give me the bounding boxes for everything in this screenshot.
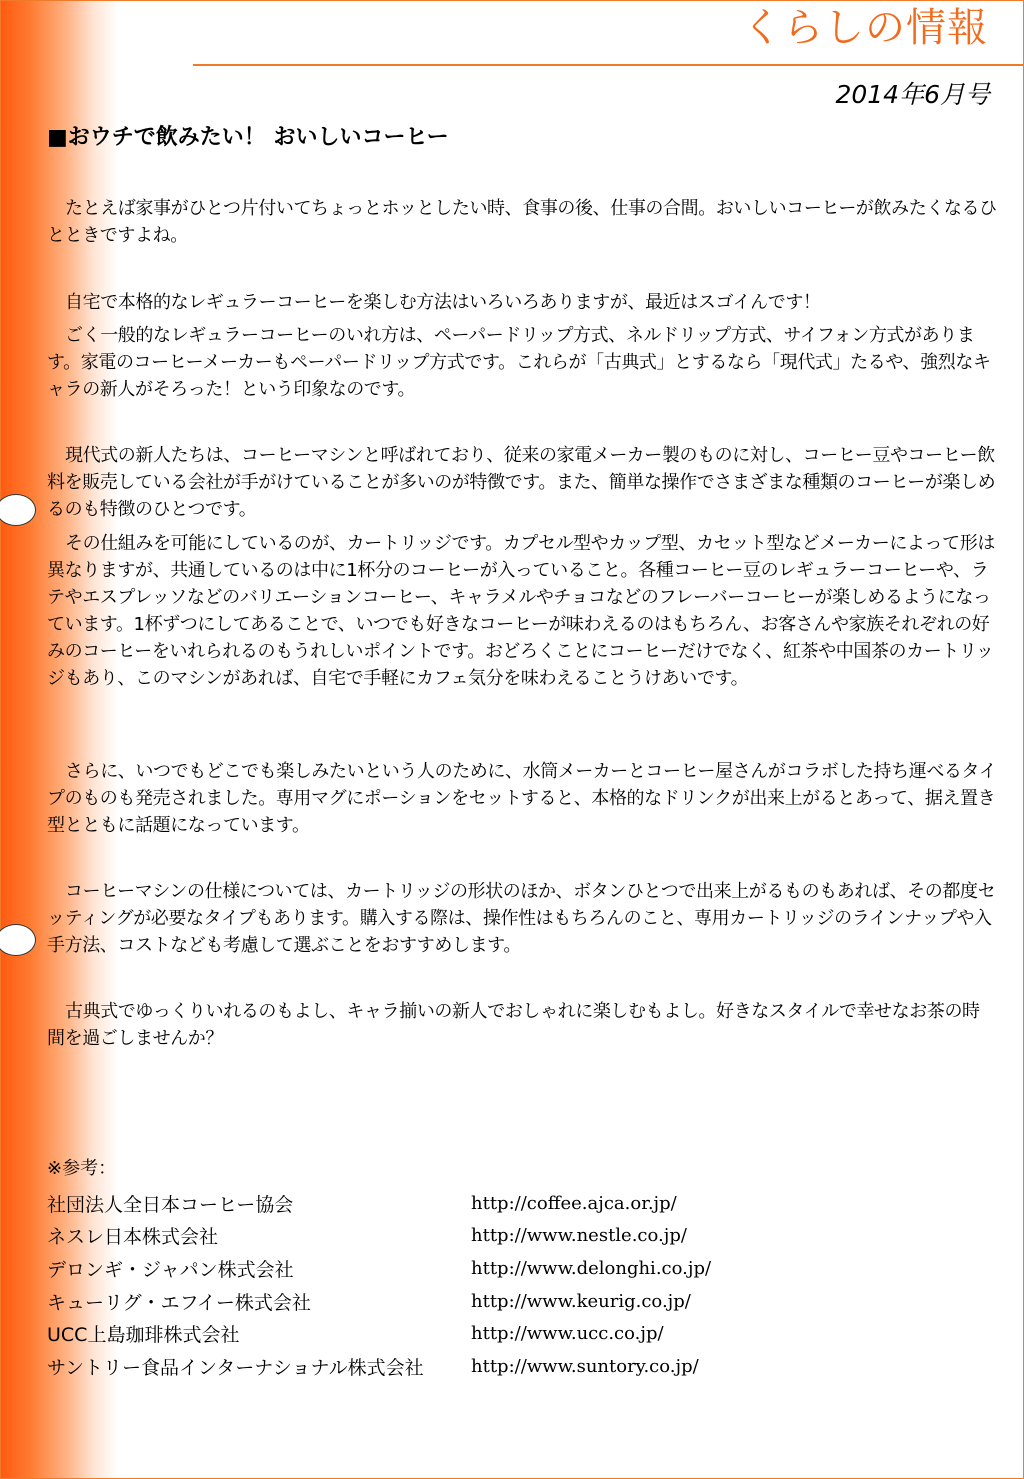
reference-organization: 社団法人全日本コーヒー協会	[47, 1193, 294, 1216]
article-paragraph: さらに、いつでもどこでも楽しみたいという人のために、水筒メーカーとコーヒー屋さんがコラボした持ち運べるタイプのものも発売されました。専用マグにポーションをセットすると、本格的なドリンクが出来上がるとあって、据え置き型とともに話題になっています。	[47, 761, 997, 836]
reference-row	[47, 1187, 947, 1220]
reference-row	[47, 1350, 947, 1383]
reference-url-link[interactable]: http://www.keurig.co.jp/	[471, 1290, 691, 1312]
references-list	[47, 1187, 947, 1383]
reference-row	[47, 1285, 947, 1318]
article-paragraph: 古典式でゆっくりいれるのもよし、キャラ揃いの新人でおしゃれに楽しむもよし。好きなスタイルで幸せなお茶の時間を過ごしませんか？	[47, 1001, 980, 1049]
issue-date: 2014年6月号	[835, 80, 990, 109]
article-paragraph: たとえば家事がひとつ片付いてちょっとホッとしたい時、食事の後、仕事の合間。おいしいコーヒーが飲みたくなるひとときですよね。	[47, 198, 997, 246]
reference-url-link[interactable]: http://www.ucc.co.jp/	[471, 1323, 664, 1345]
header-divider	[193, 64, 1024, 66]
reference-row	[47, 1317, 947, 1350]
article-headline: ■おウチで飲みたい！ おいしいコーヒー	[47, 125, 449, 150]
reference-url-link[interactable]: http://www.delonghi.co.jp/	[471, 1257, 712, 1279]
reference-organization: サントリー食品インターナショナル株式会社	[47, 1356, 424, 1379]
article-paragraph: 自宅で本格的なレギュラーコーヒーを楽しむ方法はいろいろありますが、最近はスゴイんです！	[65, 292, 821, 313]
reference-organization: UCC上島珈琲株式会社	[47, 1324, 240, 1347]
reference-organization: キューリグ・エフイー株式会社	[47, 1291, 311, 1314]
reference-row	[47, 1220, 947, 1253]
article-paragraph: ごく一般的なレギュラーコーヒーのいれ方は、ペーパードリップ方式、ネルドリップ方式、サイフォン方式があります。家電のコーヒーメーカーもペーパードリップ方式です。これらが「古典式」とするなら「現代式」たるや、強烈なキャラの新人がそろった！という印象なのです。	[47, 325, 991, 400]
reference-row	[47, 1252, 947, 1285]
reference-url-link[interactable]: http://www.suntory.co.jp/	[471, 1355, 699, 1377]
reference-organization: デロンギ・ジャパン株式会社	[47, 1258, 294, 1281]
reference-organization: ネスレ日本株式会社	[47, 1226, 219, 1249]
article-paragraph: コーヒーマシンの仕様については、カートリッジの形状のほか、ボタンひとつで出来上がるものもあれば、その都度セッティングが必要なタイプもあります。購入する際は、操作性はもちろんのこと、専用カートリッジのラインナップや入手方法、コストなども考慮して選ぶことをおすすめします。	[47, 881, 996, 956]
reference-url-link[interactable]: http://coffee.ajca.or.jp/	[471, 1192, 677, 1214]
newsletter-title: くらしの情報	[742, 5, 988, 51]
article-paragraph: その仕組みを可能にしているのが、カートリッジです。カプセル型やカップ型、カセット型などメーカーによって形は異なりますが、共通しているのは中に1杯分のコーヒーが入っていること。各種コーヒー豆のレギュラーコーヒーや、ラテやエスプレッソなどのバリエーションコーヒー、キャラメルやチョコなどのフレーバーコーヒーが楽しめるようになっています。1杯ずつにしてあることで、いつでも好きなコーヒーが味わえるのはもちろん、お客さんや家族それぞれの好みのコーヒーをいれられるのもうれしいポイントです。おどろくことにコーヒーだけでなく、紅茶や中国茶のカートリッジもあり、このマシンがあれば、自宅で手軽にカフェ気分を味わえることうけあいです。	[47, 533, 995, 689]
article-paragraph: 現代式の新人たちは、コーヒーマシンと呼ばれており、従来の家電メーカー製のものに対し、コーヒー豆やコーヒー飲料を販売している会社が手がけていることが多いのが特徴です。また、簡単な操作でさまざまな種類のコーヒーが楽しめるのも特徴のひとつです。	[47, 445, 996, 520]
references-label: ※参考：	[47, 1158, 117, 1179]
reference-url-link[interactable]: http://www.nestle.co.jp/	[471, 1225, 687, 1247]
